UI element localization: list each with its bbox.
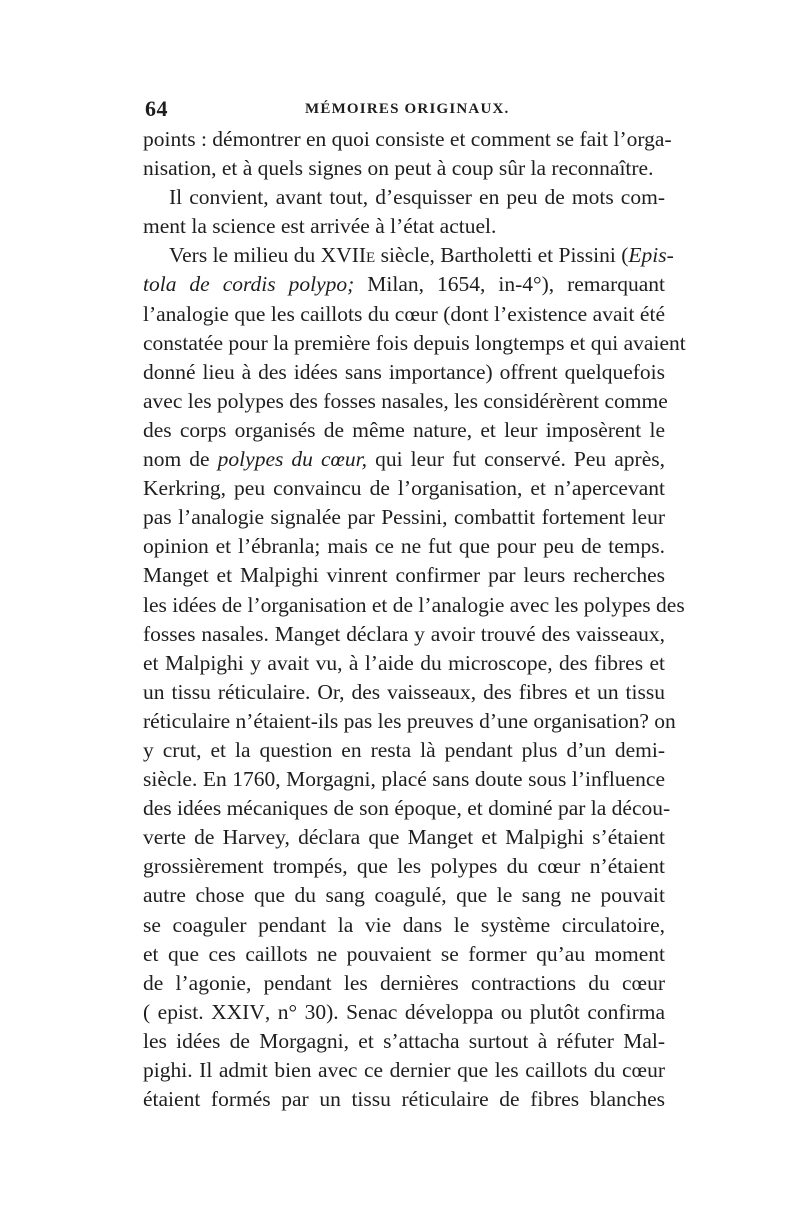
- text-line: se coaguler pendant la vie dans le système circulatoire,: [143, 912, 665, 937]
- page-number: 64: [145, 96, 168, 121]
- text-line: des corps organisés de même nature, et leur imposèrent le: [143, 417, 665, 442]
- text-line: points : démontrer en quoi consiste et comment se fait l’orga-: [143, 127, 672, 151]
- text-line: réticulaire n’étaient-ils pas les preuves d’une organisation? on: [143, 708, 676, 733]
- text-line: y crut, et la question en resta là pendant plus d’un demi-: [143, 737, 665, 762]
- text-line: Vers le milieu du XVIIe siècle, Bartholetti et Pissini (Epis-: [169, 243, 674, 268]
- text-line: et que ces caillots ne pouvaient se former qu’au moment: [143, 941, 665, 966]
- text-line: pas l’analogie signalée par Pessini, combattit fortement leur: [143, 505, 665, 530]
- text-line: autre chose que du sang coagulé, que le sang ne pouvait: [143, 883, 665, 908]
- text-line: étaient formés par un tissu réticulaire de fibres blanches: [143, 1087, 665, 1112]
- text-line: verte de Harvey, déclara que Manget et Malpighi s’étaient: [143, 825, 665, 850]
- text-line: les idées de l’organisation et de l’analogie avec les polypes des: [143, 592, 685, 617]
- running-head: MÉMOIRES ORIGINAUX.: [305, 101, 510, 117]
- text-line: nisation, et à quels signes on peut à coup sûr la reconnaître.: [143, 156, 654, 181]
- text-line: siècle. En 1760, Morgagni, placé sans doute sous l’influence: [143, 767, 665, 792]
- text-line: donné lieu à des idées sans importance) offrent quelquefois: [143, 359, 665, 384]
- text-line: et Malpighi y avait vu, à l’aide du microscope, des fibres et: [143, 650, 665, 675]
- text-line: avec les polypes des fosses nasales, les considérèrent comme: [143, 388, 668, 413]
- text-line: des idées mécaniques de son époque, et dominé par la décou-: [143, 796, 671, 821]
- text-line: ment la science est arrivée à l’état actuel.: [143, 214, 497, 239]
- text-line: de l’agonie, pendant les dernières contractions du cœur: [143, 970, 665, 995]
- text-line: grossièrement trompés, que les polypes du cœur n’étaient: [143, 854, 665, 879]
- text-line: pighi. Il admit bien avec ce dernier que les caillots du cœur: [143, 1058, 665, 1082]
- text-line: ( epist. XXIV, n° 30). Senac développa ou plutôt confirma: [143, 999, 665, 1024]
- text-line: fosses nasales. Manget déclara y avoir trouvé des vaisseaux,: [143, 621, 665, 646]
- text-line: opinion et l’ébranla; mais ce ne fut que pour peu de temps.: [143, 534, 665, 559]
- body-text: [143, 125, 686, 1114]
- text-line: nom de polypes du cœur, qui leur fut conservé. Peu après,: [143, 447, 665, 472]
- text-line: Il convient, avant tout, d’esquisser en peu de mots com-: [169, 185, 665, 210]
- text-line: un tissu réticulaire. Or, des vaisseaux, des fibres et un tissu: [143, 679, 665, 704]
- text-line: les idées de Morgagni, et s’attacha surtout à réfuter Mal-: [143, 1028, 665, 1053]
- text-line: l’analogie que les caillots du cœur (dont l’existence avait été: [143, 301, 665, 326]
- text-line: constatée pour la première fois depuis longtemps et qui avaient: [143, 330, 686, 355]
- text-line: Manget et Malpighi vinrent confirmer par leurs recherches: [143, 563, 665, 588]
- text-line: tola de cordis polypo; Milan, 1654, in-4°), remarquant: [143, 272, 665, 297]
- text-line: Kerkring, peu convaincu de l’organisation, et n’apercevant: [143, 476, 665, 501]
